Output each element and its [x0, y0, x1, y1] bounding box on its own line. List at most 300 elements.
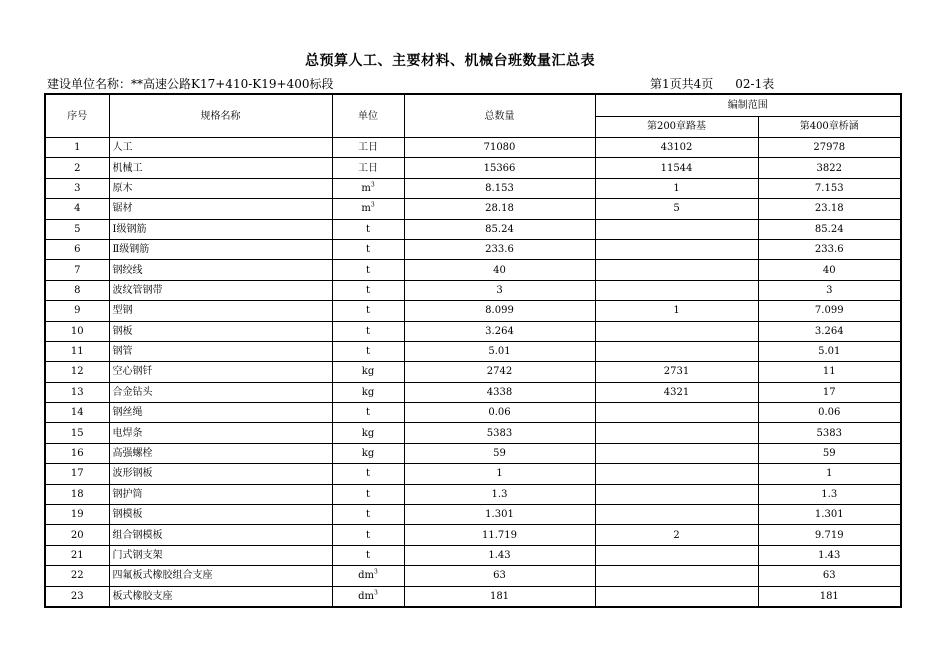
cell-chapter-400 [758, 484, 901, 504]
cell-no-text: 10 [70, 325, 84, 337]
cell-chapter-200 [595, 178, 758, 198]
table-row [45, 382, 901, 402]
cell-unit [332, 505, 404, 525]
cell-unit-text: t [365, 488, 371, 500]
cell-chapter-200-text: 11544 [660, 162, 693, 174]
table-row [45, 586, 901, 607]
cell-no [45, 525, 109, 545]
cell-total [404, 219, 595, 239]
cell-total [404, 280, 595, 300]
cell-unit [332, 403, 404, 423]
cell-name-text: 空心钢钎 [112, 366, 153, 378]
cell-unit [332, 158, 404, 178]
cell-total [404, 138, 595, 158]
cell-unit [332, 586, 404, 607]
cell-chapter-400-text: 40 [822, 264, 836, 276]
cell-chapter-400 [758, 382, 901, 402]
cell-total [404, 566, 595, 586]
cell-name [109, 545, 332, 565]
cell-unit [332, 545, 404, 565]
cell-name [109, 423, 332, 443]
cell-no [45, 443, 109, 463]
cell-chapter-200 [595, 443, 758, 463]
cell-name [109, 464, 332, 484]
cell-total [404, 525, 595, 545]
cell-total-text: 3 [496, 284, 503, 296]
cell-name-text: 四氟板式橡胶组合支座 [112, 570, 213, 582]
cell-name [109, 138, 332, 158]
cell-chapter-400-text: 59 [822, 448, 836, 460]
cell-chapter-400-text: 5383 [816, 427, 842, 439]
cell-chapter-400 [758, 199, 901, 219]
cell-unit-text: t [365, 264, 371, 276]
cell-total [404, 545, 595, 565]
cell-no [45, 566, 109, 586]
cell-unit [332, 423, 404, 443]
cell-chapter-400 [758, 239, 901, 259]
cell-no-text: 2 [74, 162, 81, 174]
table-row [45, 321, 901, 341]
cell-total-text: 1 [496, 468, 503, 480]
cell-chapter-400-text: 1.43 [818, 550, 841, 561]
cell-chapter-200 [595, 301, 758, 321]
cell-chapter-400-text: 5.01 [818, 346, 841, 358]
cell-no [45, 178, 109, 198]
cell-chapter-400 [758, 158, 901, 178]
cell-chapter-200-text: 2 [673, 529, 680, 541]
cell-chapter-400-text: 7.099 [814, 305, 844, 317]
cell-no [45, 423, 109, 443]
cell-no [45, 199, 109, 219]
header-name: 规格名称 [109, 94, 332, 138]
cell-chapter-400 [758, 423, 901, 443]
cell-no-text: 16 [70, 448, 84, 460]
cell-chapter-200 [595, 321, 758, 341]
cell-chapter-200 [595, 505, 758, 525]
table-row [45, 280, 901, 300]
header-chapter-400: 第400章桥涵 [758, 116, 901, 138]
cell-unit [332, 260, 404, 280]
cell-no-text: 7 [74, 264, 81, 276]
cell-chapter-400 [758, 545, 901, 565]
cell-name [109, 403, 332, 423]
cell-no-text: 4 [74, 203, 81, 215]
cell-chapter-400-text: 11 [822, 366, 836, 378]
cell-chapter-200-text: 1 [673, 305, 680, 317]
table-row [45, 525, 901, 545]
cell-name-text: Ⅱ级钢筋 [112, 244, 150, 256]
cell-unit [332, 525, 404, 545]
cell-unit-text: 工日 [358, 162, 378, 174]
cell-chapter-200 [595, 586, 758, 607]
cell-chapter-200 [595, 545, 758, 565]
cell-chapter-400-text: 23.18 [814, 203, 844, 215]
cell-unit [332, 362, 404, 382]
cell-unit-text: t [365, 468, 371, 480]
cell-name-text: 机械工 [112, 162, 143, 174]
cell-no [45, 586, 109, 607]
cell-total-text: 85.24 [485, 223, 514, 235]
cell-chapter-400 [758, 280, 901, 300]
construction-unit [47, 75, 333, 92]
cell-total-text: 5.01 [488, 346, 511, 358]
table-row [45, 566, 901, 586]
header-no: 序号 [45, 94, 109, 138]
cell-no [45, 362, 109, 382]
cell-chapter-400 [758, 321, 901, 341]
cell-unit-text: t [365, 325, 371, 337]
cell-chapter-200-text: 43102 [660, 142, 693, 154]
cell-unit [332, 239, 404, 259]
cell-total-text: 1.43 [488, 550, 511, 561]
cell-chapter-400-text: 17 [822, 386, 836, 398]
table-body [45, 138, 901, 607]
cell-chapter-400 [758, 138, 901, 158]
header-chapter-200: 第200章路基 [595, 116, 758, 138]
cell-total [404, 158, 595, 178]
cell-chapter-200 [595, 566, 758, 586]
cell-unit [332, 301, 404, 321]
cell-name [109, 301, 332, 321]
cell-unit [332, 219, 404, 239]
cell-total [404, 260, 595, 280]
cell-name-text: 钢绞线 [112, 264, 143, 276]
cell-unit [332, 280, 404, 300]
cell-unit-text: kg [361, 427, 375, 439]
cell-name [109, 158, 332, 178]
cell-total-text: 28.18 [485, 203, 514, 215]
cell-chapter-400-text: 3.264 [814, 325, 844, 337]
cell-chapter-400 [758, 219, 901, 239]
cell-name [109, 260, 332, 280]
cell-name-text: 组合钢模板 [112, 529, 163, 541]
construction-unit-label: 建设单位名称： [47, 77, 132, 91]
header-scope: 编制范围 [595, 94, 901, 116]
cell-unit [332, 138, 404, 158]
cell-chapter-400-text: 7.153 [814, 182, 844, 194]
cell-chapter-400 [758, 566, 901, 586]
cell-no-text: 8 [74, 284, 81, 296]
cell-unit [332, 484, 404, 504]
cell-total-text: 233.6 [485, 244, 514, 256]
cell-name [109, 199, 332, 219]
cell-no [45, 260, 109, 280]
cell-chapter-400 [758, 443, 901, 463]
cell-name-text: 板式橡胶支座 [112, 590, 173, 602]
cell-name-text: 电焊条 [112, 427, 143, 439]
table-row [45, 362, 901, 382]
cell-name [109, 321, 332, 341]
cell-no [45, 239, 109, 259]
cell-name [109, 505, 332, 525]
cell-chapter-200 [595, 423, 758, 443]
cell-no-text: 15 [70, 427, 84, 439]
cell-unit-text: dm [358, 570, 375, 582]
cell-chapter-400-text: 0.06 [818, 407, 841, 419]
cell-name-text: 高强螺栓 [112, 448, 153, 460]
cell-name-text: 钢模板 [112, 509, 143, 521]
table-row [45, 464, 901, 484]
cell-unit-text: t [365, 284, 371, 296]
cell-name [109, 443, 332, 463]
table-row [45, 423, 901, 443]
cell-chapter-400-text: 1.3 [821, 488, 838, 500]
cell-chapter-400 [758, 525, 901, 545]
cell-chapter-400-text: 233.6 [814, 244, 844, 256]
cell-total [404, 464, 595, 484]
cell-no-text: 1 [74, 142, 81, 154]
cell-no [45, 158, 109, 178]
cell-no-text: 6 [74, 244, 81, 256]
cell-no-text: 9 [74, 305, 81, 317]
cell-name-text: 人工 [112, 142, 133, 154]
cell-unit [332, 178, 404, 198]
cell-chapter-400-text: 85.24 [814, 223, 844, 235]
cell-total-text: 5383 [486, 427, 513, 439]
document-title: 总预算人工、主要材料、机械台班数量汇总表 [305, 53, 595, 69]
cell-name-text: 钢板 [112, 325, 133, 337]
table-row [45, 138, 901, 158]
cell-unit [332, 443, 404, 463]
cell-unit-text: kg [361, 448, 375, 460]
cell-name [109, 525, 332, 545]
cell-no-text: 12 [70, 366, 84, 378]
cell-name-text: 钢管 [112, 346, 133, 358]
cell-total [404, 586, 595, 607]
cell-chapter-200 [595, 341, 758, 361]
unit-exponent: 3 [374, 589, 378, 597]
table-row [45, 239, 901, 259]
cell-total-text: 59 [493, 448, 506, 460]
cell-total [404, 505, 595, 525]
cell-unit [332, 566, 404, 586]
cell-total [404, 199, 595, 219]
cell-total [404, 239, 595, 259]
cell-name [109, 219, 332, 239]
cell-no-text: 22 [70, 570, 84, 582]
cell-chapter-400 [758, 301, 901, 321]
table-row [45, 219, 901, 239]
cell-unit-text: t [365, 305, 371, 317]
cell-chapter-200 [595, 525, 758, 545]
cell-unit-text: t [365, 244, 371, 256]
cell-unit [332, 199, 404, 219]
cell-name [109, 280, 332, 300]
cell-chapter-400-text: 3822 [816, 162, 842, 174]
cell-total-text: 8.153 [485, 182, 514, 194]
header-total: 总数量 [404, 94, 595, 138]
cell-chapter-200 [595, 362, 758, 382]
cell-no-text: 17 [70, 468, 84, 480]
cell-name-text: Ⅰ级钢筋 [112, 223, 147, 235]
table-row [45, 301, 901, 321]
cell-no [45, 403, 109, 423]
cell-chapter-200 [595, 484, 758, 504]
table-row [45, 260, 901, 280]
table-row [45, 545, 901, 565]
cell-total [404, 301, 595, 321]
cell-chapter-400 [758, 403, 901, 423]
cell-total-text: 11.719 [482, 529, 517, 541]
cell-total [404, 423, 595, 443]
cell-no-text: 21 [70, 550, 84, 561]
table-row [45, 403, 901, 423]
cell-total [404, 382, 595, 402]
cell-chapter-200 [595, 382, 758, 402]
cell-total [404, 321, 595, 341]
cell-unit [332, 382, 404, 402]
cell-chapter-400-text: 9.719 [814, 529, 844, 541]
cell-no-text: 20 [70, 529, 84, 541]
cell-total-text: 63 [493, 570, 506, 582]
cell-total-text: 1.301 [485, 509, 514, 521]
cell-unit [332, 321, 404, 341]
cell-name [109, 382, 332, 402]
summary-table [44, 93, 902, 608]
cell-no [45, 464, 109, 484]
cell-unit [332, 464, 404, 484]
cell-chapter-400-text: 27978 [813, 142, 846, 154]
cell-chapter-400 [758, 341, 901, 361]
cell-name-text: 门式钢支架 [112, 550, 163, 561]
cell-no [45, 138, 109, 158]
cell-unit-text: t [365, 509, 371, 521]
cell-no-text: 13 [70, 386, 84, 398]
cell-name-text: 钢丝绳 [112, 407, 143, 419]
cell-chapter-200 [595, 260, 758, 280]
cell-unit-text: t [365, 223, 371, 235]
unit-exponent: 3 [370, 181, 375, 189]
page-info: 第1页共4页 [650, 77, 714, 91]
table-row [45, 484, 901, 504]
cell-no [45, 301, 109, 321]
cell-no-text: 11 [70, 346, 84, 358]
cell-no [45, 219, 109, 239]
cell-total-text: 1.3 [491, 488, 508, 500]
cell-no-text: 23 [70, 590, 84, 602]
cell-total [404, 443, 595, 463]
cell-chapter-400 [758, 464, 901, 484]
cell-name-text: 锯材 [112, 203, 133, 215]
cell-chapter-400-text: 181 [819, 590, 839, 602]
cell-total-text: 8.099 [485, 305, 514, 317]
cell-chapter-200-text: 4321 [663, 386, 690, 398]
cell-chapter-400-text: 63 [822, 570, 836, 582]
cell-name-text: 波纹管钢带 [112, 284, 163, 296]
cell-chapter-200-text: 1 [673, 182, 680, 194]
table-row [45, 178, 901, 198]
cell-name-text: 型钢 [112, 305, 133, 317]
cell-name-text: 原木 [112, 182, 133, 194]
cell-total-text: 15366 [483, 162, 516, 174]
cell-total-text: 4338 [486, 386, 513, 398]
cell-total-text: 2742 [486, 366, 513, 378]
cell-chapter-400 [758, 178, 901, 198]
cell-chapter-400-text: 1 [826, 468, 833, 480]
cell-chapter-200 [595, 403, 758, 423]
cell-unit [332, 341, 404, 361]
cell-unit-text: 工日 [358, 142, 378, 154]
cell-chapter-200 [595, 138, 758, 158]
cell-name-text: 合金钻头 [112, 386, 153, 398]
cell-no-text: 19 [70, 509, 84, 521]
cell-unit-text: dm [358, 590, 375, 602]
form-code: 02-1表 [735, 77, 775, 91]
cell-total [404, 403, 595, 423]
cell-unit-text: t [365, 346, 371, 358]
cell-unit-text: kg [361, 366, 375, 378]
cell-chapter-400 [758, 260, 901, 280]
cell-chapter-200 [595, 239, 758, 259]
cell-name [109, 239, 332, 259]
cell-unit-text: t [365, 407, 371, 419]
cell-name [109, 566, 332, 586]
cell-total [404, 362, 595, 382]
table-row [45, 158, 901, 178]
cell-no-text: 3 [74, 182, 81, 194]
cell-unit-text: m [361, 203, 371, 215]
cell-no-text: 5 [74, 223, 81, 235]
construction-unit-name: **高速公路K17+410-K19+400标段 [131, 77, 334, 91]
table-row [45, 443, 901, 463]
cell-no [45, 484, 109, 504]
page-meta [650, 75, 774, 92]
cell-total-text: 0.06 [488, 407, 511, 419]
cell-total-text: 181 [489, 590, 510, 602]
cell-total [404, 341, 595, 361]
cell-chapter-200 [595, 158, 758, 178]
header-unit: 单位 [332, 94, 404, 138]
cell-chapter-400 [758, 362, 901, 382]
unit-exponent: 3 [370, 202, 375, 210]
cell-no-text: 14 [70, 407, 84, 419]
cell-chapter-400 [758, 586, 901, 607]
cell-no [45, 505, 109, 525]
cell-unit-text: m [361, 182, 371, 194]
cell-total-text: 3.264 [485, 325, 514, 337]
cell-no [45, 545, 109, 565]
cell-no [45, 341, 109, 361]
table-row [45, 505, 901, 525]
cell-chapter-200-text: 5 [673, 203, 680, 215]
cell-no [45, 280, 109, 300]
cell-no [45, 382, 109, 402]
cell-chapter-200-text: 2731 [663, 366, 690, 378]
cell-chapter-400-text: 1.301 [814, 509, 844, 521]
cell-unit-text: kg [361, 386, 375, 398]
unit-exponent: 3 [374, 569, 378, 577]
cell-total-text: 40 [493, 264, 506, 276]
cell-name [109, 362, 332, 382]
cell-total-text: 71080 [483, 142, 516, 154]
table-row [45, 341, 901, 361]
cell-chapter-400 [758, 505, 901, 525]
table-row [45, 199, 901, 219]
cell-name [109, 484, 332, 504]
cell-total [404, 178, 595, 198]
cell-name-text: 波形钢板 [112, 468, 153, 480]
cell-name [109, 341, 332, 361]
cell-chapter-400-text: 3 [826, 284, 833, 296]
cell-name-text: 钢护筒 [112, 488, 143, 500]
cell-no-text: 18 [70, 488, 84, 500]
cell-no [45, 321, 109, 341]
cell-chapter-200 [595, 199, 758, 219]
cell-name [109, 178, 332, 198]
cell-chapter-200 [595, 464, 758, 484]
cell-unit-text: t [365, 550, 371, 561]
cell-chapter-200 [595, 219, 758, 239]
